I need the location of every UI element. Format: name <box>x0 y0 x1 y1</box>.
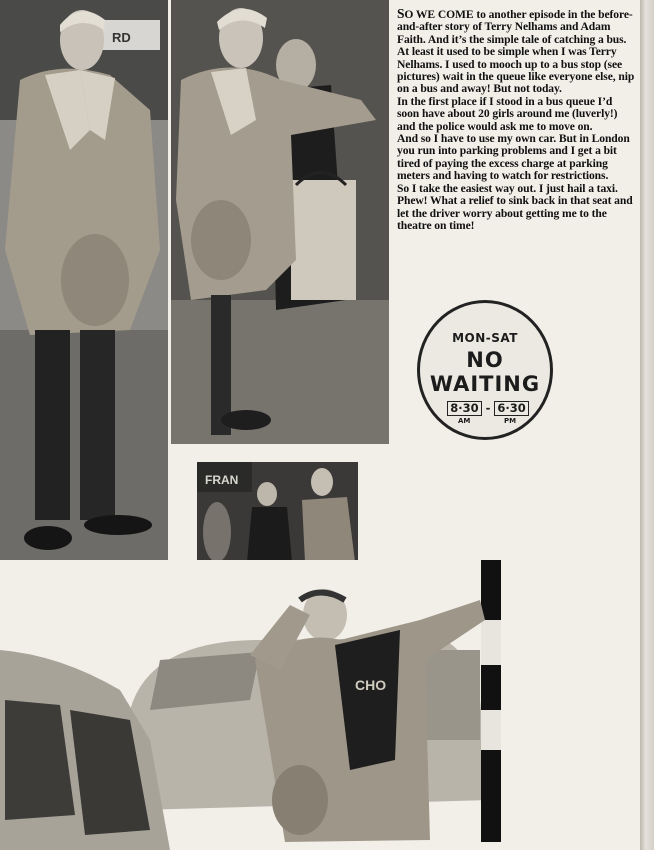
photo-young-man-standing <box>0 0 168 560</box>
article-text <box>397 8 635 232</box>
storefront-text: RD <box>112 30 131 45</box>
sign-line-waiting: WAITING <box>429 372 541 396</box>
sign-time-separator: - <box>485 401 491 415</box>
dropcap: S <box>397 6 405 21</box>
sign-time-start: 8·30 <box>447 401 481 416</box>
paragraph-2: In the first place if I stood in a bus queue I’d soon have about 20 girls around me (luverly!) and the police would ask me to move on. <box>397 94 618 133</box>
paragraph-4: So I take the easiest way out. I just hail a taxi. <box>397 181 618 195</box>
sign-time-end: 6·30 <box>494 401 528 416</box>
page-edge <box>640 0 654 850</box>
paragraph-1: SO WE COME to another episode in the before-and-after story of Terry Nelhams and Adam Faith. And it’s the simple tale of catching a bus. At least it used to be simple when I was Terry Nelhams. I used to mooch up to a bus stop (see pictures) wait in the queue like everyone else, nip on a bus and away! But not today. <box>397 6 635 96</box>
sign-times <box>446 399 530 417</box>
sign-line-no: NO <box>466 348 504 372</box>
photo-man-pointing <box>171 0 389 444</box>
sign-pm: PM <box>504 417 517 425</box>
photo-bus-queue <box>197 462 358 562</box>
photo-man-at-bus-stop <box>0 560 640 850</box>
no-waiting-sign <box>417 300 553 440</box>
paragraph-3: And so I have to use my own car. But in London you run into parking problems and I get a bit tired of paying the excess charge at parking meters and having to watch for restrictions. <box>397 132 630 183</box>
sign-days: MON-SAT <box>452 331 518 345</box>
shirt-print: CHO <box>355 677 387 693</box>
sign-am: AM <box>458 417 471 425</box>
small-sign-text: FRAN <box>205 473 239 487</box>
paragraph-5: Phew! What a relief to sink back in that seat and let the driver worry about getting me to the theatre on time! <box>397 194 633 232</box>
